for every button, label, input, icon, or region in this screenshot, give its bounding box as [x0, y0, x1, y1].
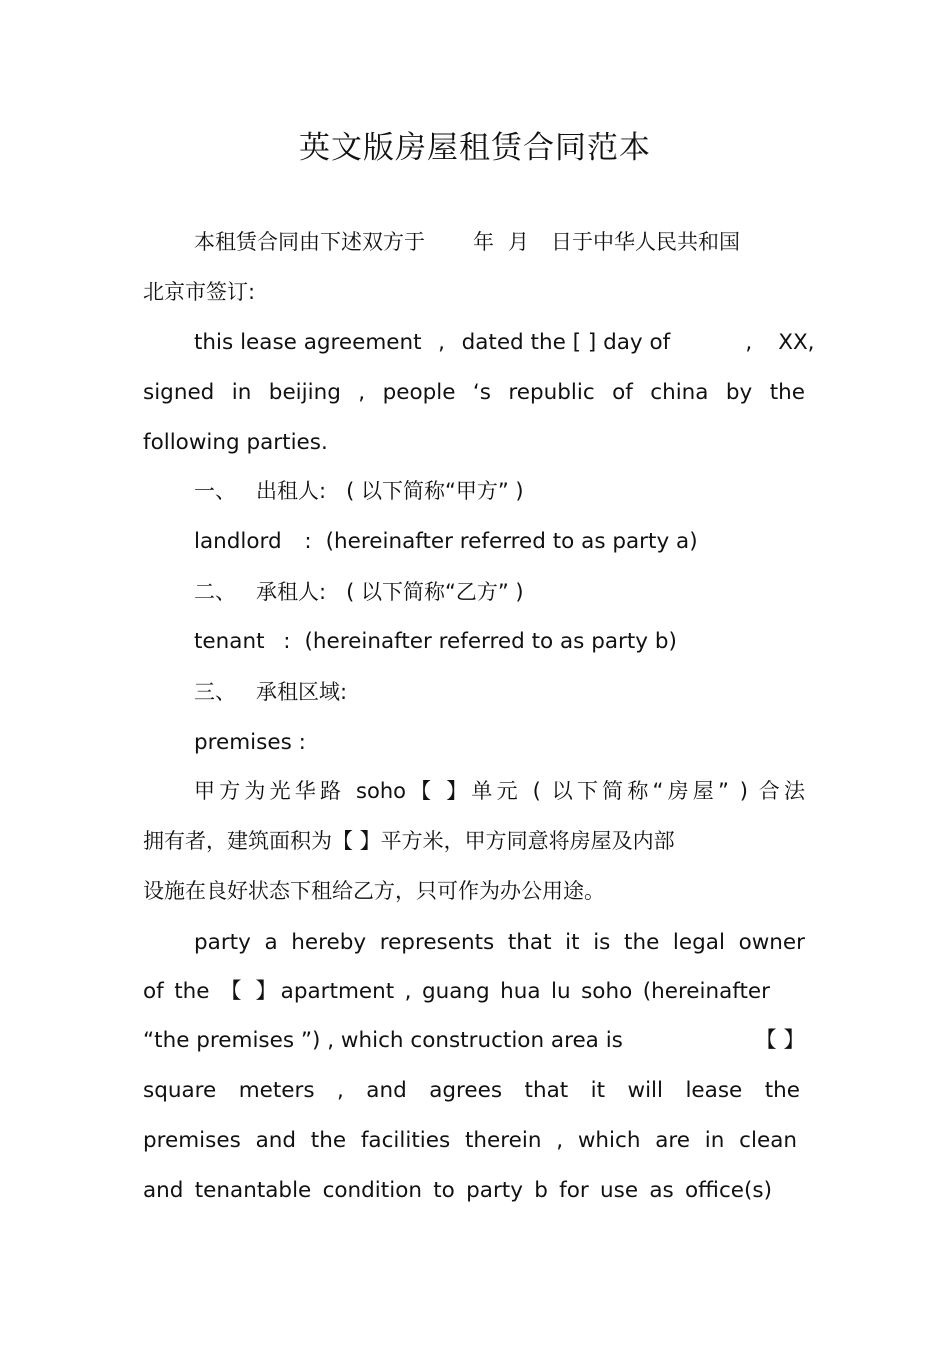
intro-cn-text-b: 日于中华人民共和国	[551, 230, 740, 254]
tenant-number: 二、	[194, 580, 236, 604]
intro-cn-line2: 北京市签订:	[143, 280, 256, 304]
intro-cn-month: 月	[508, 230, 529, 254]
tenant-cn-line	[194, 577, 805, 607]
landlord-en-line	[194, 527, 805, 557]
tenant-en-colon: :	[283, 629, 291, 654]
premises-en-body-line1: party a hereby represents that it is the legal owner	[194, 930, 805, 955]
premises-cn-label: 承租区域:	[256, 680, 348, 704]
premises-en-heading: premises :	[194, 730, 306, 755]
intro-cn-year: 年	[473, 230, 494, 254]
premises-cn-body-line3: 设施在良好状态下租给乙方，只可作为办公用途。	[143, 879, 605, 903]
intro-en-line3: following parties.	[143, 430, 328, 455]
landlord-en-note: (hereinafter referred to as party a)	[325, 529, 698, 554]
intro-en-line2: signed in beijing , people ‘s republic of china by the	[143, 380, 805, 405]
landlord-en-label: landlord	[194, 529, 282, 554]
document-title: 英文版房屋租赁合同范本	[299, 130, 651, 166]
premises-cn-body-line2: 拥有者，建筑面积为【 】平方米，甲方同意将房屋及内部	[143, 829, 675, 853]
premises-number: 三、	[194, 680, 236, 704]
intro-en-seg-c: dated the [ ] day of	[461, 330, 671, 355]
intro-en-line1	[194, 328, 815, 358]
intro-en-comma-2: ,	[745, 330, 753, 355]
premises-en-body-line6: and tenantable condition to party b for use as office(s)	[143, 1178, 772, 1203]
landlord-number: 一、	[194, 479, 236, 503]
premises-en-body-line5: premises and the facilities therein , which are in clean	[143, 1128, 797, 1153]
intro-en-seg-a: this lease agreement	[194, 330, 422, 355]
premises-en-line3-text: “the premises ”) , which construction area is	[143, 1028, 623, 1053]
premises-cn-heading	[194, 677, 805, 707]
intro-en-comma-1: ,	[438, 330, 445, 355]
premises-en-line3-bracket: 【 】	[755, 1028, 805, 1053]
landlord-cn-line	[194, 476, 805, 506]
tenant-en-line	[194, 627, 805, 657]
landlord-en-colon: :	[304, 529, 312, 554]
intro-cn-line1	[194, 227, 805, 257]
intro-cn-text-a: 本租赁合同由下述双方于	[194, 230, 425, 254]
tenant-en-label: tenant	[194, 629, 265, 654]
landlord-cn-note: ( 以下简称“甲方” )	[346, 479, 524, 503]
premises-en-body-line2: of the 【 】apartment , guang hua lu soho (hereinafter	[143, 979, 770, 1004]
premises-cn-body-line1: 甲方为光华路 soho【 】单元 ( 以下简称“房屋” ) 合法	[194, 779, 805, 803]
tenant-cn-label: 承租人:	[256, 580, 327, 604]
landlord-cn-label: 出租人:	[256, 479, 327, 503]
tenant-en-note: (hereinafter referred to as party b)	[304, 629, 677, 654]
tenant-cn-note: ( 以下简称“乙方” )	[346, 580, 524, 604]
intro-en-year: XX,	[778, 330, 815, 355]
premises-en-body-line3	[143, 1026, 805, 1056]
premises-en-body-line4: square meters , and agrees that it will lease the	[143, 1078, 800, 1103]
